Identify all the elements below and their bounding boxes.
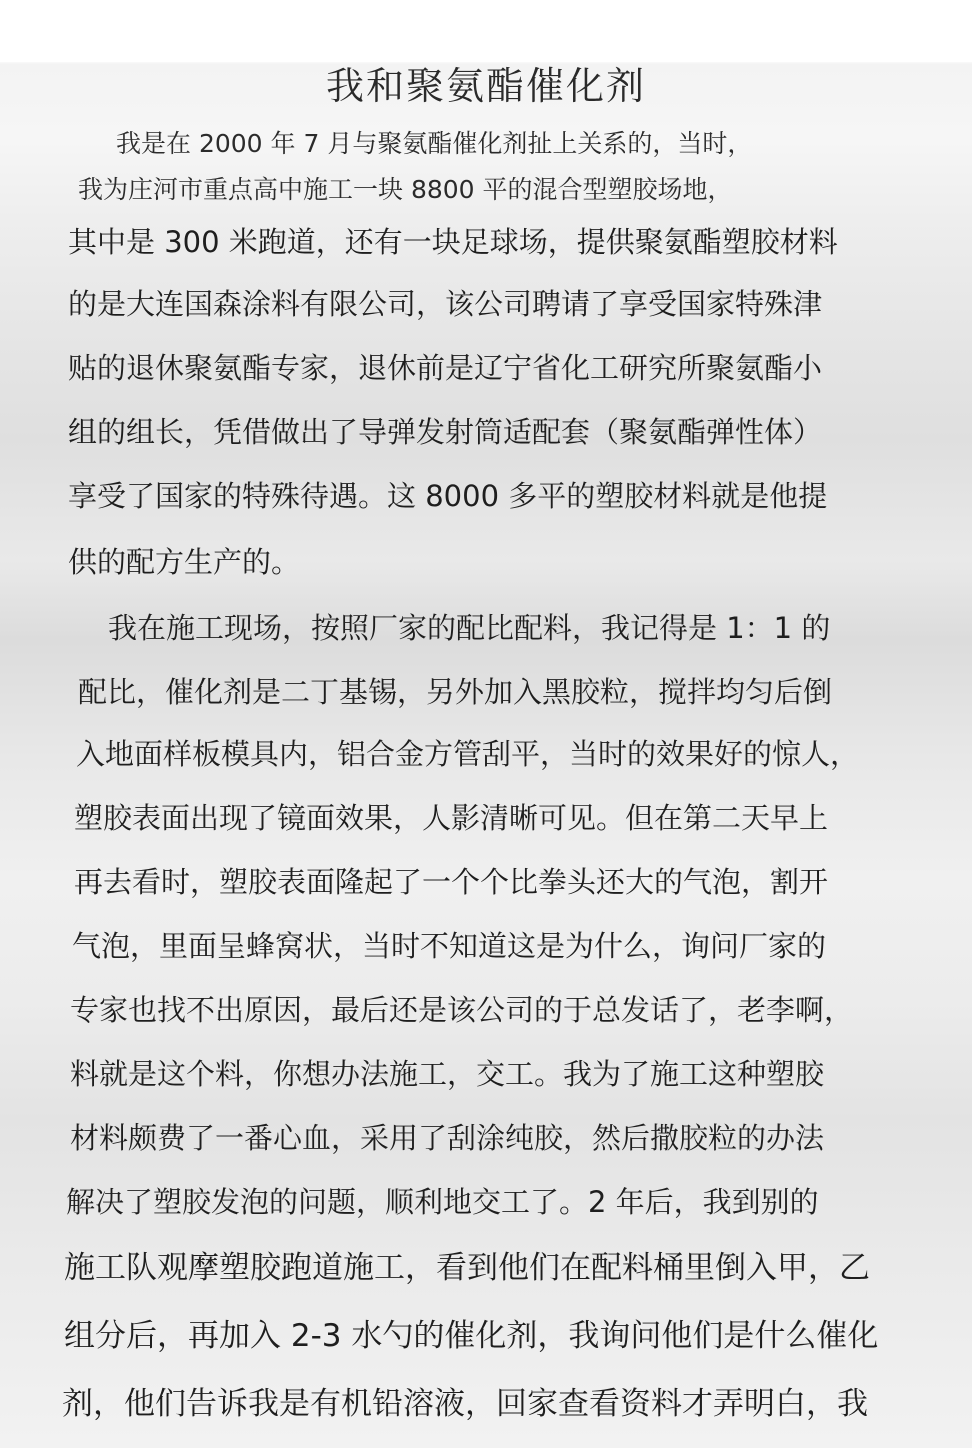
text-line: 享受了国家的特殊待遇。这 8000 多平的塑胶材料就是他提 <box>68 479 828 513</box>
text-line: 料就是这个料，你想办法施工，交工。我为了施工这种塑胶 <box>70 1057 825 1091</box>
text-line: 专家也找不出原因，最后还是该公司的于总发话了，老李啊， <box>70 993 854 1027</box>
document-title: 我和聚氨酯催化剂 <box>325 64 646 108</box>
text-line: 的是大连国森涂料有限公司，该公司聘请了享受国家特殊津 <box>68 287 823 321</box>
text-line: 解决了塑胶发泡的问题，顺利地交工了。2 年后，我到别的 <box>66 1185 819 1219</box>
top-margin <box>0 0 972 62</box>
text-line: 供的配方生产的。 <box>68 545 301 579</box>
text-line: 气泡，里面呈蜂窝状，当时不知道这是为什么，询问厂家的 <box>72 929 827 963</box>
text-line: 组的组长，凭借做出了导弹发射筒适配套（聚氨酯弹性体） <box>68 415 823 449</box>
text-line: 组分后，再加入 2-3 水勺的催化剂，我询问他们是什么催化 <box>64 1318 879 1354</box>
text-line: 贴的退休聚氨酯专家，退休前是辽宁省化工研究所聚氨酯小 <box>68 351 823 385</box>
text-line: 材料颇费了一番心血，采用了刮涂纯胶，然后撒胶粒的办法 <box>70 1121 825 1155</box>
document-page <box>0 62 972 1448</box>
text-line: 塑胶表面出现了镜面效果，人影清晰可见。但在第二天早上 <box>74 801 829 835</box>
text-line: 配比，催化剂是二丁基锡，另外加入黑胶粒，搅拌均匀后倒 <box>78 675 833 709</box>
text-line: 施工队观摩塑胶跑道施工，看到他们在配料桶里倒入甲，乙 <box>64 1250 870 1286</box>
text-line: 剂，他们告诉我是有机铅溶液，回家查看资料才弄明白，我 <box>62 1386 868 1422</box>
text-line: 我是在 2000 年 7 月与聚氨酯催化剂扯上关系的，当时， <box>116 129 753 158</box>
text-line: 入地面样板模具内，铝合金方管刮平，当时的效果好的惊人， <box>76 737 860 771</box>
text-line: 我为庄河市重点高中施工一块 8800 平的混合型塑胶场地， <box>78 175 733 204</box>
text-line: 其中是 300 米跑道，还有一块足球场，提供聚氨酯塑胶材料 <box>68 225 838 259</box>
text-line: 我在施工现场，按照厂家的配比配料，我记得是 1：1 的 <box>108 611 831 645</box>
text-line: 再去看时，塑胶表面隆起了一个个比拳头还大的气泡，割开 <box>74 865 829 899</box>
